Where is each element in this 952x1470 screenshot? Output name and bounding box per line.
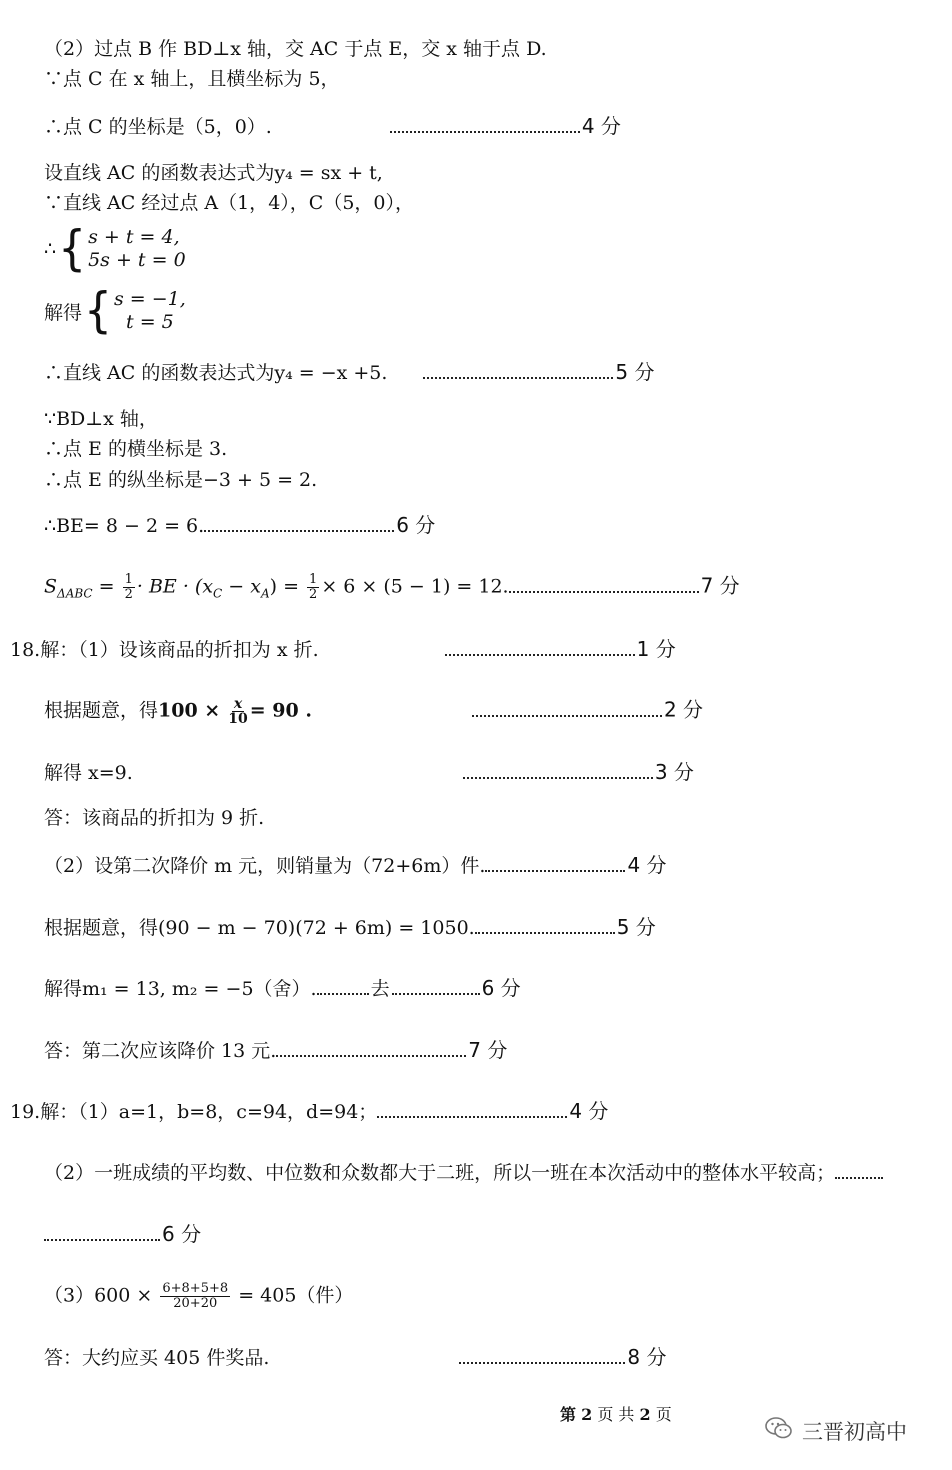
fraction-half bbox=[123, 573, 135, 602]
sub-c: C bbox=[213, 586, 223, 601]
line-10: ∴点 E 的横坐标是 3. bbox=[44, 438, 228, 460]
text: 根据题意，得 bbox=[44, 699, 159, 722]
leader-dots bbox=[204, 518, 394, 532]
leader-dots bbox=[463, 765, 653, 779]
leader-dots bbox=[392, 981, 480, 995]
score: 7 分 bbox=[468, 1038, 508, 1062]
leader-dots bbox=[44, 1227, 160, 1241]
text: 19.解：（1）a=1，b=8，c=94，d=94； bbox=[10, 1101, 378, 1123]
text: ∴BE= 8 − 2 = 6. bbox=[44, 515, 205, 537]
text: = 90 . bbox=[249, 699, 312, 722]
score: 6 分 bbox=[481, 976, 521, 1000]
text: 第 bbox=[560, 1405, 577, 1424]
line-2: ∵点 C 在 x 轴上，且横坐标为 5， bbox=[44, 68, 340, 90]
text: 根据题意，得(90 − m − 70)(72 + 6m) = 1050. bbox=[44, 917, 475, 939]
s-subscript: ΔABC bbox=[57, 586, 93, 601]
numerator: x bbox=[233, 696, 243, 712]
sol-row-1: s = −1, bbox=[114, 288, 186, 310]
score: 7 分 bbox=[700, 573, 740, 598]
text: （3）600 × bbox=[44, 1284, 153, 1307]
leader-dots bbox=[485, 858, 625, 872]
text: 解得m₁ = 13, m₂ = −5（舍）. bbox=[44, 978, 317, 1000]
line-11: ∴点 E 的纵坐标是−3 + 5 = 2. bbox=[44, 469, 318, 491]
score: 5 分 bbox=[615, 360, 655, 384]
fraction-ratio bbox=[160, 1282, 230, 1311]
leader-dots bbox=[390, 119, 580, 133]
text: 答：第二次应该降价 13 元. bbox=[44, 1040, 277, 1062]
sub-a: A bbox=[260, 586, 270, 601]
brace-icon: { bbox=[58, 220, 87, 277]
brace-icon: { bbox=[84, 282, 113, 339]
score: 6 分 bbox=[396, 513, 436, 537]
line-14 bbox=[10, 637, 676, 662]
numerator: 1 bbox=[309, 572, 318, 587]
line-15 bbox=[44, 697, 703, 726]
area-formula bbox=[44, 573, 740, 605]
score: 1 分 bbox=[636, 637, 676, 661]
line-16 bbox=[44, 760, 694, 785]
line-3 bbox=[44, 114, 621, 139]
leader-dots bbox=[276, 1043, 466, 1057]
text: = 405（件） bbox=[238, 1284, 354, 1307]
line-9: ∵BD⊥x 轴， bbox=[44, 408, 158, 430]
score: 4 分 bbox=[581, 114, 621, 138]
text: 页 共 bbox=[597, 1405, 635, 1424]
line-22 bbox=[10, 1099, 608, 1124]
solve-label: 解得 bbox=[44, 301, 83, 324]
denominator: 10 bbox=[228, 711, 248, 727]
score: 4 分 bbox=[627, 853, 667, 877]
eq-row-2: 5s + t = 0 bbox=[88, 249, 186, 271]
line-23 bbox=[44, 1161, 885, 1185]
line-17: 答：该商品的折扣为 9 折. bbox=[44, 807, 265, 829]
text: ∴点 C 的坐标是（5，0）. bbox=[44, 116, 272, 138]
score: 8 分 bbox=[627, 1345, 667, 1369]
score: 5 分 bbox=[616, 915, 656, 939]
line-5: ∵直线 AC 经过点 A（1，4），C（5，0）， bbox=[44, 192, 414, 214]
s-symbol: S bbox=[44, 575, 58, 598]
line-18 bbox=[44, 853, 667, 878]
denominator: 2 bbox=[309, 587, 318, 602]
sol-row-2: t = 5 bbox=[126, 311, 174, 333]
leader-dots bbox=[423, 365, 613, 379]
denominator: 20+20 bbox=[173, 1296, 218, 1311]
score: 4 分 bbox=[569, 1099, 609, 1123]
text: 解得 x=9. bbox=[44, 762, 133, 784]
text: 页 bbox=[655, 1405, 672, 1424]
score: 3 分 bbox=[654, 760, 694, 784]
equation-system bbox=[44, 220, 186, 277]
text: − x bbox=[222, 575, 261, 598]
line-19 bbox=[44, 915, 656, 940]
line-1: （2）过点 B 作 BD⊥x 轴，交 AC 于点 E，交 x 轴于点 D. bbox=[44, 38, 547, 60]
leader-dots bbox=[472, 703, 662, 717]
fraction-x-10 bbox=[228, 697, 247, 726]
leader-dots bbox=[459, 1350, 625, 1364]
watermark bbox=[764, 1415, 907, 1446]
wechat-icon bbox=[764, 1415, 794, 1446]
page-number: 2 bbox=[581, 1405, 593, 1424]
line-8 bbox=[44, 360, 655, 385]
line-26 bbox=[44, 1345, 666, 1370]
leader-dots bbox=[445, 642, 635, 656]
text: 答：大约应买 405 件奖品. bbox=[44, 1347, 270, 1369]
eq-row-1: s + t = 4, bbox=[88, 226, 180, 248]
text: ) = bbox=[269, 575, 306, 598]
solution-system bbox=[44, 282, 186, 339]
watermark-text: 三晋初高中 bbox=[802, 1419, 907, 1444]
text: 去 bbox=[370, 978, 390, 1000]
leader-dots bbox=[317, 981, 369, 995]
text: · BE · (x bbox=[136, 575, 214, 598]
leader-dots bbox=[475, 920, 615, 934]
text: 18.解：（1）设该商品的折扣为 x 折. bbox=[10, 639, 319, 661]
page-footer bbox=[560, 1402, 672, 1425]
line-24 bbox=[44, 1222, 201, 1247]
text: ∴直线 AC 的函数表达式为y₄ = −x +5. bbox=[44, 362, 388, 384]
text: （2）一班成绩的平均数、中位数和众数都大于二班，所以一班在本次活动中的整体水平较高； bbox=[44, 1162, 836, 1184]
line-4: 设直线 AC 的函数表达式为y₄ = sx + t, bbox=[44, 162, 383, 184]
denominator: 2 bbox=[124, 587, 133, 602]
fraction-half bbox=[307, 573, 319, 602]
score: 6 分 bbox=[162, 1222, 202, 1246]
line-20 bbox=[44, 976, 521, 1001]
eq-sign: = bbox=[92, 575, 121, 598]
page-total: 2 bbox=[639, 1405, 651, 1424]
text: × 6 × (5 − 1) = 12. bbox=[321, 575, 509, 598]
leader-dots bbox=[377, 1104, 567, 1118]
text: 100 × bbox=[158, 699, 221, 722]
numerator: 6+8+5+8 bbox=[162, 1281, 229, 1296]
text: （2）设第二次降价 m 元，则销量为（72+6m）件. bbox=[44, 855, 486, 877]
numerator: 1 bbox=[124, 572, 133, 587]
therefore: ∴ bbox=[44, 238, 57, 260]
score: 2 分 bbox=[663, 697, 704, 722]
line-25 bbox=[44, 1282, 353, 1311]
line-12 bbox=[44, 513, 435, 538]
line-21 bbox=[44, 1038, 507, 1063]
leader-dots bbox=[509, 579, 699, 593]
leader-dots bbox=[835, 1165, 883, 1179]
